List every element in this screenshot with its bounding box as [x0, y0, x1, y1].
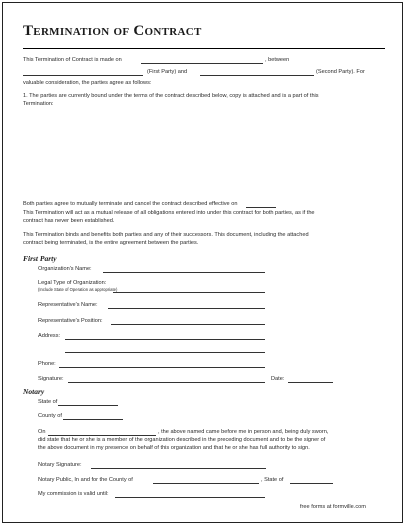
intro-line1-b: , between [265, 57, 290, 63]
notary-county-line[interactable] [153, 483, 259, 484]
second-party-name-line[interactable] [200, 75, 314, 76]
notary-heading: Notary [23, 387, 45, 396]
para-binding-line1: This Termination binds and benefits both parties and any of their successors. This document, including the attached [23, 232, 309, 238]
intro-line1-a: This Termination of Contract is made on [23, 57, 122, 63]
contract-date-line[interactable] [141, 63, 263, 64]
org-name-line[interactable] [103, 272, 265, 273]
signature-line[interactable] [68, 382, 265, 383]
county-of-label: County of [38, 413, 62, 419]
legal-type-line[interactable] [113, 292, 265, 293]
phone-label: Phone: [38, 361, 56, 367]
notary-body-on: On [38, 429, 46, 435]
notary-signature-label: Notary Signature: [38, 462, 82, 468]
notary-public-label: Notary Public, In and for the County of [38, 477, 133, 483]
org-name-label: Organization's Name: [38, 266, 92, 272]
footer-text: free forms at formville.com [300, 504, 366, 510]
state-of-label: State of [38, 399, 58, 405]
notary-state-line[interactable] [290, 483, 333, 484]
para-release-line1: This Termination will act as a mutual release of all obligations entered into under this contract for both parties, as if the [23, 210, 315, 216]
title-rule [23, 48, 385, 49]
effective-date-line[interactable] [246, 207, 276, 208]
notary-signature-line[interactable] [91, 468, 266, 469]
rep-name-line[interactable] [108, 308, 265, 309]
para-terminate: Both parties agree to mutually terminate and cancel the contract described effective on [23, 201, 238, 207]
document-title: Termination of Contract [23, 23, 202, 39]
signature-label: Signature: [38, 376, 64, 382]
intro-line3: valuable consideration, the parties agree as follows: [23, 80, 152, 86]
notary-state-label: , State of [261, 477, 284, 483]
intro-line2-a: (First Party) and [147, 69, 188, 75]
phone-line[interactable] [59, 367, 265, 368]
address-label: Address: [38, 333, 61, 339]
notary-body-line3: the above document in my presence on behalf of this organization and that he or she has full authority to sign. [38, 445, 310, 451]
date-line[interactable] [288, 382, 333, 383]
state-of-line[interactable] [58, 405, 118, 406]
notary-date-line[interactable] [48, 435, 156, 436]
document-page [2, 2, 403, 523]
para-bound-line1: 1. The parties are currently bound under the terms of the contract described below, copy is attached and is a part of this [23, 93, 319, 99]
notary-body-line2: did state that he or she is a member of the organization described in the preceding document and to be the signer of [38, 437, 326, 443]
address-line-1[interactable] [65, 339, 265, 340]
rep-name-label: Representative's Name: [38, 302, 98, 308]
legal-type-note: (Include State of Operation as appropriate) [38, 287, 118, 292]
first-party-name-line[interactable] [23, 75, 143, 76]
intro-line2-b: (Second Party). For [316, 69, 365, 75]
para-release-line2: contract has never been established. [23, 218, 115, 224]
address-line-2[interactable] [65, 352, 265, 353]
commission-label: My commission is valid until: [38, 491, 109, 497]
notary-body-line1: , the above named came before me in person and, being duly sworn, [158, 429, 329, 435]
date-label: Date: [271, 376, 285, 382]
first-party-heading: First Party [23, 254, 57, 263]
county-of-line[interactable] [63, 419, 123, 420]
rep-position-line[interactable] [111, 324, 265, 325]
para-binding-line2: contract being terminated, is the entire agreement between the parties. [23, 240, 199, 246]
rep-position-label: Representative's Position: [38, 318, 103, 324]
legal-type-label: Legal Type of Organization: [38, 280, 107, 286]
para-bound-line2: Termination: [23, 101, 54, 107]
commission-line[interactable] [115, 497, 265, 498]
